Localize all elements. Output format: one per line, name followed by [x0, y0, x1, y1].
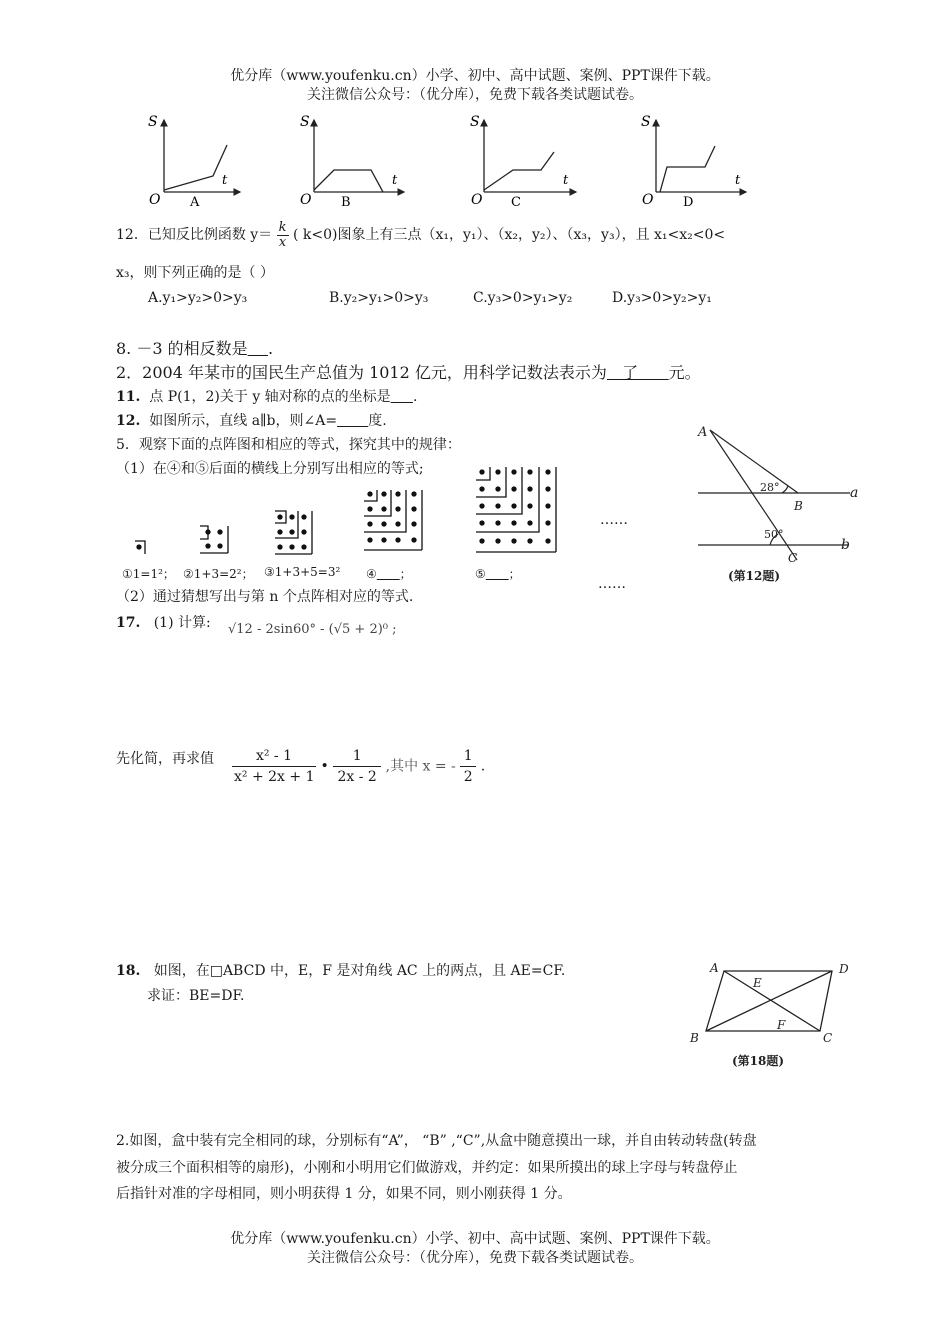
caption-2: ②1+3=2²； [183, 567, 254, 581]
axis-s-label: S [300, 114, 310, 130]
graph-label-c: C [511, 195, 521, 210]
graph-a [148, 114, 240, 210]
header-line-2: 关注微信公众号：（优分库），免费下载各类试题试卷。 [307, 87, 643, 103]
q17-expression: √12 - 2sin60° - (√5 + 2)⁰ ; [228, 622, 397, 637]
q12a-text-b: ( k<0)图象上有三点（x₁，y₁）、（x₂，y₂）、（x₃，y₃），且 x₁<x₂<0< [292, 227, 726, 243]
point-a-label: A [710, 961, 719, 975]
q12a-text-a: 12．已知反比例函数 y＝ [116, 227, 273, 243]
graph-b [300, 114, 404, 210]
header-line-1: 优分库（www.youfenku.cn）小学、初中、高中试题、案例、PPT课件下载。 [230, 68, 720, 84]
axis-s-label: S [641, 114, 651, 130]
caption-1: ①1=1²； [122, 567, 175, 581]
axis-t-label: t [563, 173, 569, 188]
q11: 11. 点 P(1，2)关于 y 轴对称的点的坐标是 . [116, 389, 418, 405]
simplify-expression: $\frac{\text{x² - 1}}{\text{x² + 2x + 1}}$ • $\frac{1}{2x - 2}$ ,其中 x = - $\frac{1}{2}$ . [234, 748, 486, 785]
axis-t-label: t [392, 173, 398, 188]
q5-line1: 5．观察下面的点阵图和相应的等式，探究其中的规律： [116, 437, 461, 453]
point-f-label: F [777, 1018, 786, 1032]
figure-q18-caption: (第18题) [732, 1054, 785, 1068]
caption-3: ③1+3+5=3² [264, 565, 341, 579]
q5-ellipsis-2: …… [598, 576, 626, 592]
origin-label: O [149, 192, 161, 208]
footer-line-2: 关注微信公众号：（优分库），免费下载各类试题试卷。 [307, 1250, 643, 1266]
q18-proof: 求证：BE=DF. [147, 988, 245, 1004]
q2-gdp: 2．2004 年某市的国民生产总值为 1012 亿元，用科学记数法表示为 了 元。 [116, 363, 701, 382]
axis-t-label: t [222, 173, 228, 188]
fraction-2: $\frac{1}{2x - 2}$ [333, 746, 381, 787]
origin-label: O [471, 192, 483, 208]
axis-s-label: S [470, 114, 480, 130]
point-a-label: A [698, 425, 708, 440]
axis-t-label: t [735, 173, 741, 188]
footer-line-1: 优分库（www.youfenku.cn）小学、初中、高中试题、案例、PPT课件下载。 [230, 1231, 720, 1247]
q12a-option-c: C.y₃>0>y₁>y₂ [473, 290, 573, 306]
fraction-3: $\frac{1}{2}$ [460, 746, 476, 787]
graph-label-d: D [683, 195, 694, 210]
line-a-label: a [850, 485, 859, 501]
graph-d [641, 114, 746, 210]
q2-spinner-line1: 2.如图，盒中装有完全相同的球，分别标有“A”， “B” ,“C”,从盒中随意摸出一球，并自由转动转盘(转盘 [116, 1133, 757, 1149]
dot-pattern-5 [476, 467, 556, 552]
origin-label: O [642, 192, 654, 208]
dot-pattern-3 [275, 511, 312, 554]
q5-line3: （2）通过猜想写出与第 n 个点阵相对应的等式. [116, 589, 414, 605]
q12a-line2: x₃，则下列正确的是（ ） [116, 265, 274, 281]
q12a-line1 [116, 220, 725, 250]
point-b-label: B [690, 1031, 699, 1045]
angle-50-label: 50° [764, 528, 784, 541]
point-e-label: E [753, 976, 762, 990]
caption-5: ⑤ ； [475, 567, 521, 581]
q5-ellipsis-1: …… [600, 512, 628, 528]
point-c-label: C [823, 1031, 833, 1045]
graph-c [470, 114, 576, 210]
dot-pattern-2 [200, 526, 228, 553]
figure-q12 [690, 420, 870, 590]
caption-4: ④ ； [366, 567, 412, 581]
dot-pattern-4 [364, 490, 422, 550]
q12b: 12. 如图所示，直线 a∥b，则∠A= 度. [116, 413, 387, 429]
q12a-option-a: A.y₁>y₂>0>y₃ [148, 290, 248, 306]
dot-pattern-1 [135, 541, 145, 554]
point-d-label: D [839, 962, 849, 976]
st-graphs [140, 112, 760, 212]
line-b-label: b [841, 537, 850, 553]
q12a-option-b: B.y₂>y₁>0>y₃ [329, 290, 429, 306]
q2-spinner-line3: 后指针对准的字母相同，则小明获得 1 分，如果不同，则小刚获得 1 分。 [116, 1186, 572, 1202]
fraction-1: $\frac{\text{x² - 1}}{\text{x² + 2x + 1}}$ [234, 748, 315, 785]
q12a-option-d: D.y₃>0>y₂>y₁ [612, 290, 712, 306]
q18-line1: 18. 如图，在□ABCD 中，E，F 是对角线 AC 上的两点，且 AE=CF. [116, 963, 566, 979]
dot-patterns [120, 462, 590, 562]
point-b-label: B [794, 499, 803, 513]
simplify-prompt: 先化简，再求值 [116, 751, 214, 767]
axis-s-label: S [148, 114, 158, 130]
origin-label: O [300, 192, 312, 208]
graph-label-a: A [190, 195, 200, 210]
q5-line2: （1）在④和⑤后面的横线上分别写出相应的等式; [116, 461, 424, 477]
q8: 8. －3 的相反数是 . [116, 339, 274, 358]
q2-spinner-line2: 被分成三个面积相等的扇形)，小刚和小明用它们做游戏，并约定：如果所摸出的球上字母与转盘停止 [116, 1160, 738, 1176]
figure-q12-caption: (第12题) [728, 569, 781, 583]
q12a-fraction: $\frac{k}{x}$ [278, 219, 287, 250]
point-c-label: C [788, 551, 798, 565]
angle-28-label: 28° [760, 481, 780, 494]
q17: 17. (1) 计算: [116, 615, 211, 631]
graph-label-b: B [341, 195, 351, 210]
figure-q18 [682, 956, 862, 1076]
